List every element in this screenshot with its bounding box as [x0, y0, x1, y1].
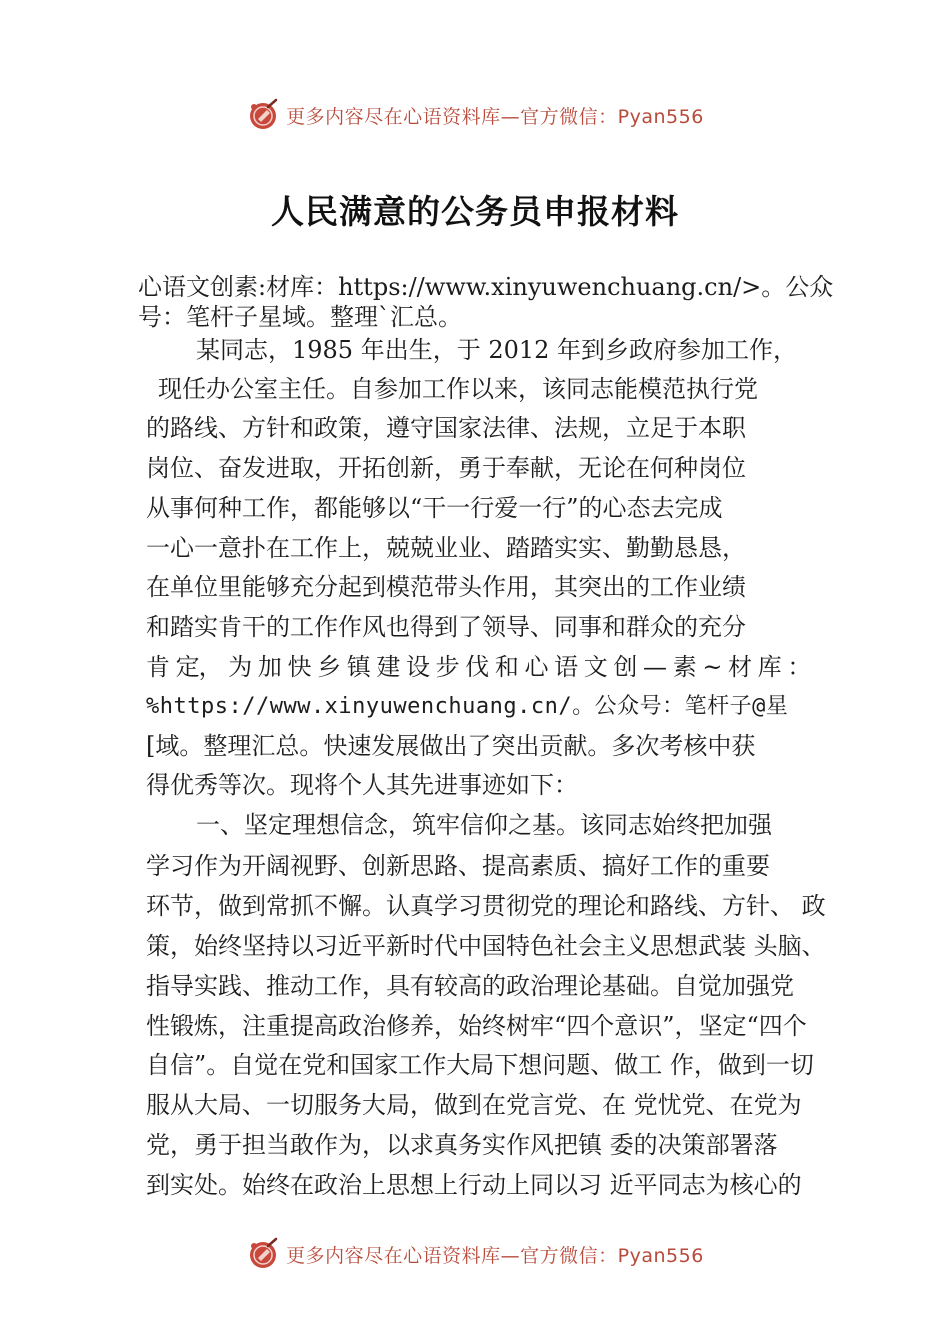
- body-line: 环节，做到常抓不懈。认真学习贯彻党的理论和路线、方针、 政: [146, 892, 826, 920]
- body-line: 服从大局、一切服务大局，做到在党言党、在 党忧党、在党为: [146, 1091, 802, 1119]
- body-line: [域。整理汇总。快速发展做出了突出贡献。多次考核中获: [146, 732, 756, 760]
- body-line: 指导实践、推动工作，具有较高的政治理论基础。自觉加强党: [146, 972, 794, 1000]
- footer-banner: [0, 1232, 950, 1276]
- body-line: 现任办公室主任。自参加工作以来，该同志能模范执行党: [158, 375, 758, 403]
- wax-seal-pen-logo-icon: [246, 1236, 282, 1272]
- body-line: 一心一意扑在工作上，兢兢业业、踏踏实实、勤勤恳恳，: [146, 534, 746, 562]
- document-title: 人民满意的公务员申报材料: [271, 192, 679, 231]
- body-line: 心语文创素:材库：https://www.xinyuwenchuang.cn/>。公众: [138, 273, 834, 301]
- body-line: 自信”。自觉在党和国家工作大局下想问题、做工 作，做到一切: [146, 1051, 814, 1079]
- body-line: 一、坚定理想信念，筑牢信仰之基。该同志始终把加强: [196, 811, 772, 839]
- body-line: 号：笔杆子星域。整理`汇总。: [138, 303, 462, 331]
- body-line: 从事何种工作，都能够以“干一行爱一行”的心态去完成: [146, 494, 723, 522]
- body-line: 岗位、奋发进取，开拓创新，勇于奉献，无论在何种岗位: [146, 454, 746, 482]
- body-line: 性锻炼，注重提高政治修养，始终树牢“四个意识”，坚定“四个: [146, 1012, 807, 1040]
- body-line: 党，勇于担当敢作为，以求真务实作风把镇 委的决策部署落: [146, 1131, 778, 1159]
- header-banner-text: 更多内容尽在心语资料库—官方微信：Pyan556: [286, 105, 704, 128]
- body-line: 在单位里能够充分起到模范带头作用，其突出的工作业绩: [146, 573, 746, 601]
- body-line: 策，始终坚持以习近平新时代中国特色社会主义思想武装 头脑、: [146, 932, 826, 960]
- body-line: 肯 定， 为 加 快 乡 镇 建 设 步 伐 和 心 语 文 创 — 素 ~ 材 库 ：: [146, 653, 811, 681]
- body-line: 学习作为开阔视野、创新思路、提高素质、搞好工作的重要: [146, 852, 770, 880]
- wax-seal-pen-logo-icon: [246, 97, 282, 133]
- body-line: 某同志，1985 年出生，于 2012 年到乡政府参加工作，: [196, 336, 798, 364]
- body-line: 得优秀等次。现将个人其先进事迹如下：: [146, 771, 578, 799]
- footer-banner-text: 更多内容尽在心语资料库—官方微信：Pyan556: [286, 1244, 704, 1267]
- body-line: 的路线、方针和政策，遵守国家法律、法规，立足于本职: [146, 414, 746, 442]
- body-line: %https://www.xinyuwenchuang.cn/。公众号：笔杆子@星: [146, 694, 789, 719]
- body-line: 到实处。始终在政治上思想上行动上同以习 近平同志为核心的: [146, 1171, 802, 1199]
- header-banner: [0, 93, 950, 137]
- body-line: 和踏实肯干的工作作风也得到了领导、同事和群众的充分: [146, 613, 746, 641]
